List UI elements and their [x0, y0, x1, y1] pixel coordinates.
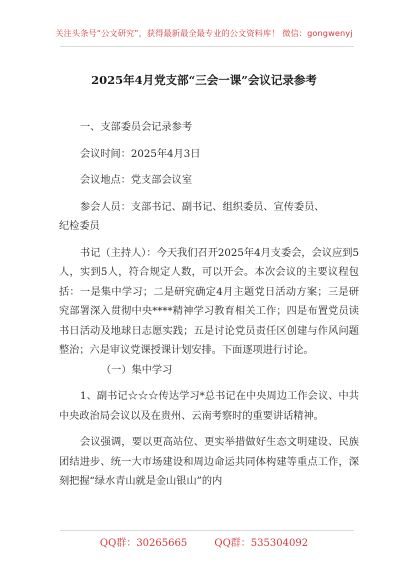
item-1: 1、副书记☆☆☆传达学习*总书记在中央周边工作会议、中共中央政治局会议以及在贵州、云南考察时的重要讲话精神。 [59, 391, 359, 422]
section-heading: 一、支部委员会记录参考 [80, 122, 193, 133]
attendees-line-cont: 纪检委员 [59, 221, 100, 232]
header-divider [60, 46, 354, 47]
host-paragraph: 书记（主持人）：今天我们召开2025年4月支委会，会议应到5人，实到5人，符合规定人数，可以开会。本次会议的主要议程包括：一是集中学习；二是研究确定4月主题党日活动方案；三是研究部署深入贯彻中央****精神学习教育相关工作；四是布置党员读书日活动及地球日志愿实践；五是讨论党员责任区创建与作风问题整治；六是审议党课授课计划安排。下面逐项进行讨论。 [59, 247, 359, 356]
meeting-time: 会议时间：2025年4月3日 [80, 148, 201, 160]
attendees-line: 参会人员：支部书记、副书记、组织委员、宣传委员、 [80, 201, 325, 213]
subheading-study: （一）集中学习 [101, 364, 173, 376]
meeting-place: 会议地点：党支部会议室 [80, 175, 193, 186]
footer-contacts [0, 534, 408, 549]
discussion-paragraph: 会议强调，要以更高站位、更实举措做好生态文明建设、民族团结进步、统一大市场建设和周边命运共同体构建等重点工作，深刻把握“绿水青山就是金山银山”的内 [59, 437, 359, 487]
qq-group-1: QQ群：30265665 [99, 538, 188, 549]
qq-group-2: QQ群：535304092 [214, 538, 309, 549]
document-title: 2025年4月党支部“三会一课”会议记录参考 [91, 73, 317, 87]
header-notice: 关注头条号“公文研究”，获得最新最全最专业的公文资料库！ 微信：gongwenyj [55, 28, 353, 38]
footer-divider [60, 530, 354, 531]
document-body [59, 118, 359, 492]
